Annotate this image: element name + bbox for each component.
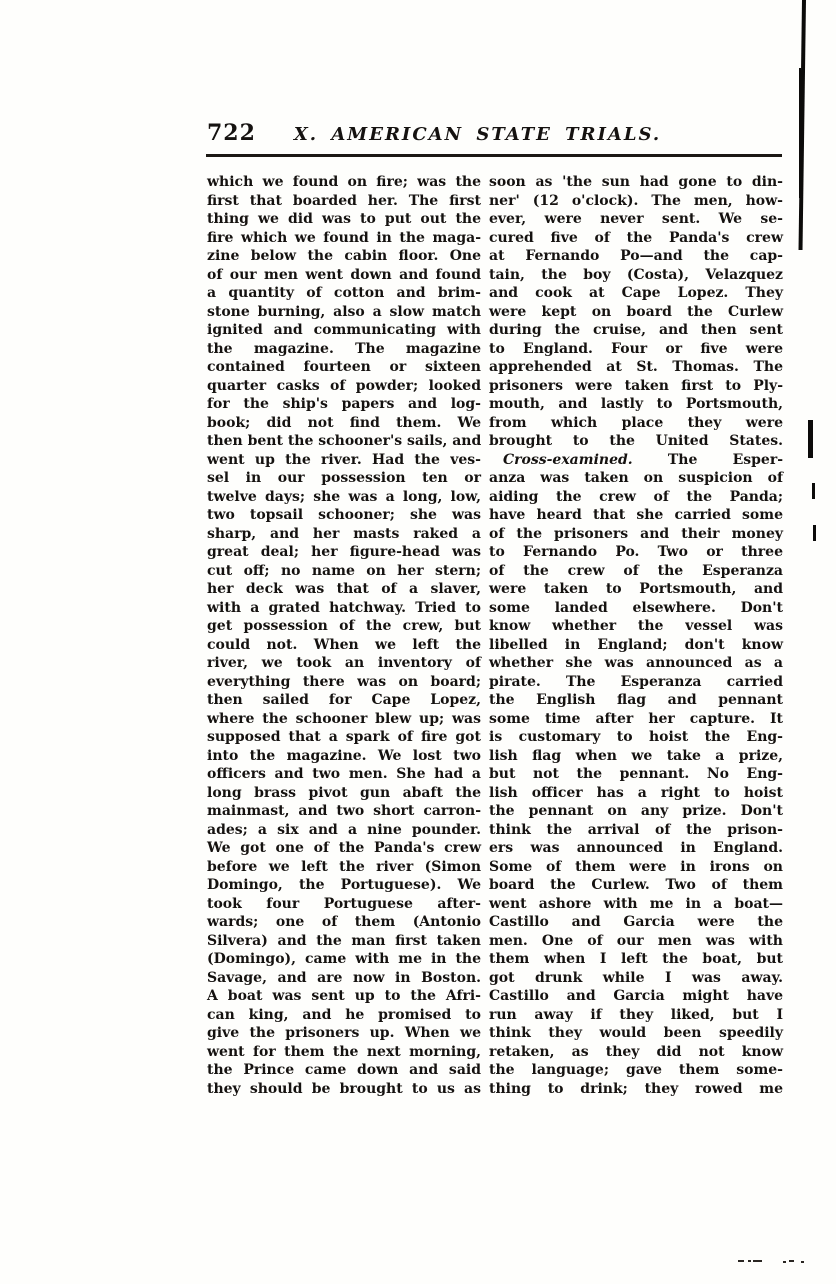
text-line: mouth, and lastly to Portsmouth, — [489, 396, 783, 412]
scan-artifact-dash — [748, 1260, 751, 1262]
text-line: Castillo and Garcia were the — [489, 914, 783, 930]
text-line: run away if they liked, but I — [489, 1006, 783, 1023]
text-line: prisoners were taken first to Ply- — [489, 377, 783, 394]
scan-artifact-dash — [738, 1260, 744, 1262]
text-line: ever, were never sent. We se- — [489, 211, 783, 227]
text-column-right — [489, 173, 783, 1098]
text-line: lish flag when we take a prize, — [489, 747, 783, 764]
text-line: they should be brought to us as — [207, 1080, 481, 1097]
text-line: of our men went down and found — [207, 266, 481, 283]
text-line: from which place they were — [489, 414, 783, 431]
text-line: give the prisoners up. When we — [207, 1025, 481, 1041]
text-line: soon as 'the sun had gone to din- — [489, 174, 783, 190]
text-line: have heard that she carried some — [489, 507, 783, 523]
text-line: then bent the schooner's sails, and — [207, 433, 482, 449]
text-line: of the prisoners and their money — [489, 525, 783, 542]
text-line: ner' (12 o'clock). The men, how- — [489, 192, 783, 209]
text-line: Savage, and are now in Boston. — [207, 969, 481, 986]
scan-artifact-dash — [753, 1260, 762, 1262]
text-line: brought to the United States. — [489, 433, 783, 449]
text-line: cured five of the Panda's crew — [489, 229, 783, 246]
text-line: supposed that a spark of fire got — [207, 729, 481, 745]
text-line: ignited and communicating with — [207, 322, 481, 338]
text-line: Silvera) and the man first taken — [207, 932, 481, 949]
text-line: the magazine. The magazine — [207, 340, 481, 357]
text-line: wards; one of them (Antonio — [207, 914, 481, 930]
text-line: A boat was sent up to the Afri- — [207, 988, 481, 1004]
text-line: sel in our possession ten or — [207, 470, 481, 486]
text-line: officers and two men. She had a — [207, 766, 481, 782]
text-line: apprehended at St. Thomas. The — [489, 359, 783, 375]
text-line: the English flag and pennant — [489, 692, 783, 708]
text-line: tain, the boy (Costa), Velazquez — [489, 266, 783, 283]
text-line: river, we took an inventory of — [207, 655, 481, 671]
text-line: Some of them were in irons on — [489, 858, 783, 875]
running-head-title: X. AMERICAN STATE TRIALS. — [293, 124, 662, 145]
text-line: fire which we found in the maga- — [207, 229, 481, 246]
text-line: (Domingo), came with me in the — [207, 951, 481, 967]
text-line: the Prince came down and said — [207, 1062, 481, 1078]
text-line: took four Portuguese after- — [207, 895, 481, 912]
text-line: everything there was on board; — [207, 673, 481, 690]
text-line: got drunk while I was away. — [489, 969, 783, 986]
text-line: libelled in England; don't know — [489, 636, 783, 653]
text-line: think the arrival of the prison- — [489, 821, 783, 838]
text-block — [207, 173, 783, 1098]
text-line: before we left the river (Simon — [207, 858, 481, 875]
text-line: some time after her capture. It — [489, 710, 783, 727]
text-line: ers was announced in England. — [489, 840, 783, 856]
text-line: which we found on fire; was the — [207, 174, 481, 190]
text-line: We got one of the Panda's crew — [207, 840, 481, 856]
text-column-left — [207, 173, 481, 1098]
scan-artifact-dash — [789, 1260, 794, 1262]
text-line: some landed elsewhere. Don't — [489, 599, 783, 616]
text-line: thing to drink; they rowed me — [489, 1080, 783, 1097]
text-line: men. One of our men was with — [489, 932, 783, 949]
text-line: great deal; her figure-head was — [207, 544, 481, 560]
text-line: aiding the crew of the Panda; — [489, 488, 783, 505]
text-line: think they would been speedily — [489, 1025, 783, 1041]
text-line: for the ship's papers and log- — [207, 396, 481, 412]
text-line: cut off; no name on her stern; — [207, 562, 481, 579]
text-line: get possession of the crew, but — [207, 618, 481, 634]
text-line: whether she was announced as a — [489, 655, 783, 671]
text-line: but not the pennant. No Eng- — [489, 766, 783, 782]
text-line: of the crew of the Esperanza — [489, 562, 783, 579]
text-line: could not. When we left the — [207, 636, 481, 653]
text-line: know whether the vessel was — [489, 618, 783, 634]
scan-artifact-edge-line-2 — [799, 68, 801, 198]
text-line: thing we did was to put out the — [207, 211, 481, 227]
text-line: were taken to Portsmouth, and — [489, 581, 783, 597]
text-line: her deck was that of a slaver, — [207, 581, 481, 597]
text-line: quarter casks of powder; looked — [207, 377, 481, 394]
text-line: lish officer has a right to hoist — [489, 784, 783, 801]
scan-artifact-tick-3 — [813, 525, 816, 541]
text-line: Castillo and Garcia might have — [489, 988, 783, 1004]
text-line: and cook at Cape Lopez. They — [489, 285, 783, 301]
text-line: board the Curlew. Two of them — [489, 877, 783, 893]
text-line: the pennant on any prize. Don't — [489, 803, 783, 819]
text-line: then sailed for Cape Lopez, — [207, 692, 481, 708]
text-line: a quantity of cotton and brim- — [207, 285, 481, 301]
text-line: twelve days; she was a long, low, — [207, 488, 481, 505]
scan-artifact-tick-2 — [812, 483, 815, 499]
page-number: 722 — [207, 120, 256, 146]
text-line: contained fourteen or sixteen — [207, 359, 481, 375]
text-line: zine below the cabin floor. One — [207, 248, 481, 264]
text-line: stone burning, also a slow match — [207, 303, 481, 320]
scan-artifact-dash — [801, 1261, 804, 1263]
scan-artifact-tick-1 — [808, 420, 813, 458]
text-line: went for them the next morning, — [207, 1043, 481, 1060]
text-line: mainmast, and two short carron- — [207, 803, 481, 819]
text-line: went ashore with me in a boat— — [489, 895, 783, 912]
text-line: two topsail schooner; she was — [207, 507, 481, 523]
text-line: anza was taken on suspicion of — [489, 470, 783, 486]
text-line: the language; gave them some- — [489, 1062, 783, 1078]
text-line: to Fernando Po. Two or three — [489, 544, 783, 560]
text-line: ades; a six and a nine pounder. — [207, 821, 481, 838]
text-line: long brass pivot gun abaft the — [207, 784, 481, 801]
text-line: at Fernando Po—and the cap- — [489, 248, 783, 264]
text-line: into the magazine. We lost two — [207, 747, 481, 764]
text-line: book; did not find them. We — [207, 414, 481, 431]
text-line: sharp, and her masts raked a — [207, 525, 481, 542]
text-line: pirate. The Esperanza carried — [489, 673, 783, 690]
text-line: first that boarded her. The first — [207, 192, 481, 209]
text-line: went up the river. Had the ves- — [207, 451, 481, 468]
text-line: is customary to hoist the Eng- — [489, 729, 783, 745]
scan-artifact-dash — [783, 1261, 786, 1263]
text-line: can king, and he promised to — [207, 1006, 481, 1023]
text-line: where the schooner blew up; was — [207, 710, 481, 727]
text-line: Cross-examined. The Esper- — [503, 451, 783, 468]
text-line: with a grated hatchway. Tried to — [207, 599, 481, 616]
text-line: were kept on board the Curlew — [489, 303, 783, 320]
text-line: them when I left the boat, but — [489, 951, 783, 967]
text-line: retaken, as they did not know — [489, 1043, 783, 1060]
text-line: Domingo, the Portuguese). We — [207, 877, 481, 893]
text-line: to England. Four or five were — [489, 340, 783, 357]
header-rule — [206, 154, 782, 157]
text-line: during the cruise, and then sent — [489, 322, 783, 338]
